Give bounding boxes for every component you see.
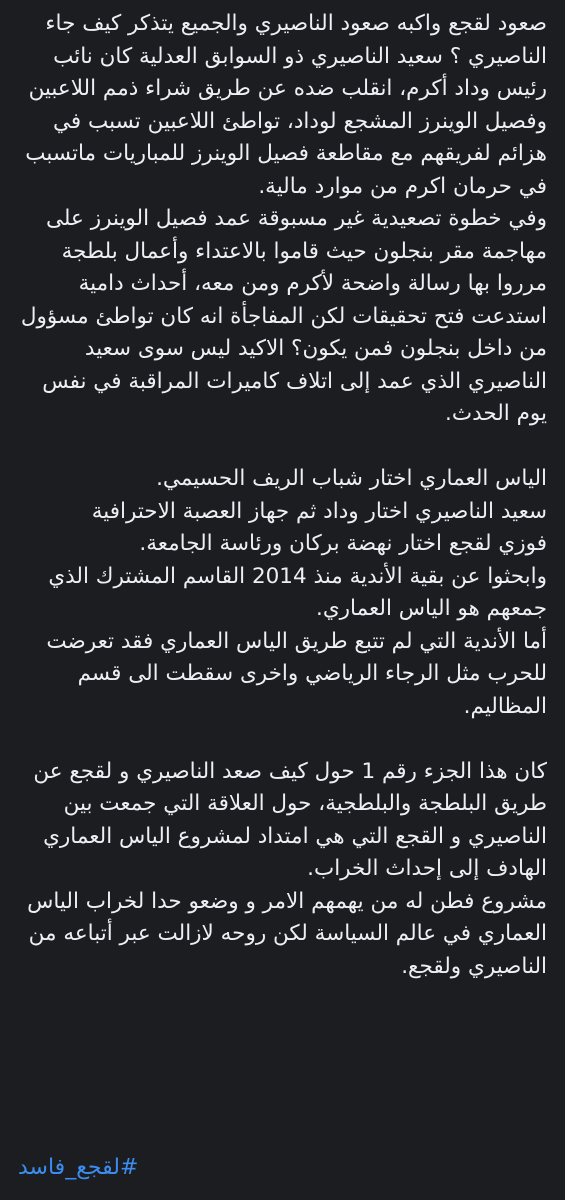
post-line: الناصيري و القجع التي هي امتداد لمشروع الياس العماري	[43, 823, 547, 849]
post-line: للحرب مثل الرجاء الرياضي واخرى سقطت الى قسم	[77, 661, 547, 686]
post-line: الناصيري ؟ سعيد الناصيري ذو السوابق العدلية كان نائب	[53, 43, 547, 69]
post-line: وفي خطوة تصعيدية غير مسبوقة عمد فصيل الوينرز على	[46, 206, 547, 231]
post-line: رئيس وداد أكرم، انقلب ضده عن طريق شراء ذمم اللاعبين	[28, 76, 547, 101]
post-line: العماري في عالم السياسة لكن روحه لازالت عبر أتباعه من	[28, 921, 547, 946]
post-line: سعيد الناصيري اختار وداد ثم جهاز العصبة الاحترافية	[91, 498, 547, 524]
post-line: الهادف إلى إحداث الخراب.	[307, 856, 547, 881]
post-line: الناصيري الذي عمد إلى اتلاف كاميرات المراقبة في نفس	[42, 368, 547, 394]
post-line: الياس العماري اختار شباب الريف الحسيمي.	[156, 466, 547, 491]
post-body	[18, 8, 547, 983]
paragraph-spacer	[18, 723, 547, 756]
post-paragraph-3	[18, 756, 547, 984]
post-line: مشروع فطن له من يهمهم الامر و وضعو حدا لخراب الياس	[27, 888, 547, 914]
post-line: وابحثوا عن بقية الأندية منذ 2014 القاسم المشترك الذي	[48, 563, 547, 589]
post-line: من داخل بنجلون فمن يكون؟ الاكيد ليس سوى سعيد	[84, 336, 547, 361]
post-paragraph-2	[18, 463, 547, 723]
post-line: مهاجمة مقر بنجلون حيث قاموا بالاعتداء وأعمال بلطجة	[61, 238, 547, 264]
post-line: فوزي لقجع اختار نهضة بركان ورئاسة الجامعة.	[139, 531, 547, 556]
post-line: وفصيل الوينرز المشجع لوداد، تواطئ اللاعبين تسبب في	[52, 108, 547, 134]
post-line: الناصيري ولقجع.	[401, 953, 547, 979]
paragraph-spacer	[18, 431, 547, 464]
post-line: أما الأندية التي لم تتبع طريق الياس العماري فقد تعرضت	[46, 628, 547, 654]
post-line: هزائم لفريقهم مع مقاطعة فصيل الوينرز للمباريات ماتسبب	[25, 141, 547, 166]
hashtag-row	[18, 1152, 138, 1184]
post-paragraph-1	[18, 8, 547, 431]
post-line: صعود لقجع واكبه صعود الناصيري والجميع يتذكر كيف جاء	[45, 11, 547, 36]
post-line: المظاليم.	[463, 693, 547, 719]
post-line: استدعت فتح تحقيقات لكن المفاجأة انه كان تواطئ مسؤول	[20, 303, 547, 329]
post-line: طريق البلطجة والبلطجية، حول العلاقة التي جمعت بين	[63, 791, 547, 816]
post-line: مرروا بها رسالة واضحة لأكرم ومن معه، أحداث دامية	[78, 271, 547, 296]
hashtag-link[interactable]: #لقجع_فاسد	[18, 1155, 139, 1180]
post-line: يوم الحدث.	[445, 401, 547, 426]
post-line: جمعهم هو الياس العماري.	[316, 596, 547, 621]
post-line: كان هذا الجزء رقم 1 حول كيف صعد الناصيري و لقجع عن	[33, 758, 547, 784]
post-line: في حرمان اكرم من موارد مالية.	[258, 173, 547, 199]
